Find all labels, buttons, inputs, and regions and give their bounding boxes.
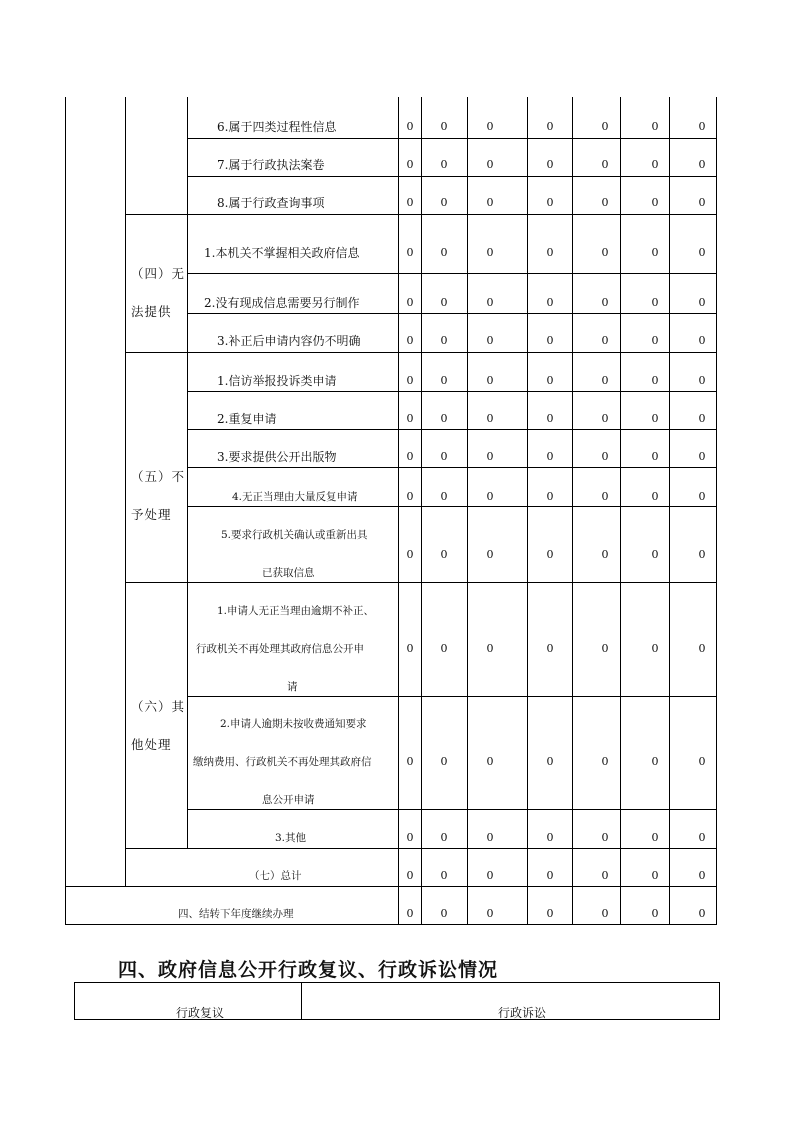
value-cell: 0: [406, 412, 414, 425]
value-cell: 0: [651, 374, 659, 387]
value-cell: 0: [440, 412, 448, 425]
value-cell: 0: [651, 548, 659, 561]
value-cell: 0: [406, 831, 414, 844]
value-cell: 0: [651, 869, 659, 882]
row-label-carryover: 四、结转下年度继续办理: [178, 908, 294, 920]
value-cell: 0: [601, 490, 609, 503]
value-cell: 0: [406, 296, 414, 309]
value-cell: 0: [440, 642, 448, 655]
row-label: 5.要求行政机关确认或重新出具: [221, 529, 368, 541]
value-cell: 0: [546, 374, 554, 387]
value-cell: 0: [698, 907, 706, 920]
value-cell: 0: [440, 196, 448, 209]
value-cell: 0: [546, 158, 554, 171]
value-cell: 0: [440, 490, 448, 503]
row-label: 2.没有现成信息需要另行制作: [204, 296, 360, 310]
category-label-other-process: [131, 700, 185, 752]
value-cell: 0: [698, 450, 706, 463]
category-line: 予处理: [131, 507, 172, 522]
value-cell: 0: [651, 246, 659, 259]
category-label-not-process: [131, 470, 185, 522]
value-cell: 0: [698, 642, 706, 655]
value-cell: 0: [651, 334, 659, 347]
value-cell: 0: [406, 869, 414, 882]
value-cell: 0: [406, 548, 414, 561]
value-cell: 0: [651, 831, 659, 844]
value-cell: 0: [486, 831, 494, 844]
value-cell: 0: [651, 196, 659, 209]
value-cell: 0: [486, 642, 494, 655]
category-line: （五）不: [131, 469, 186, 484]
value-cell: 0: [601, 334, 609, 347]
value-cell: 0: [651, 907, 659, 920]
row-label: 6.属于四类过程性信息: [217, 120, 337, 134]
value-cell: 0: [546, 907, 554, 920]
value-cell: 0: [601, 548, 609, 561]
value-cell: 0: [440, 869, 448, 882]
value-cell: 0: [651, 642, 659, 655]
value-cell: 0: [406, 246, 414, 259]
value-cell: 0: [486, 246, 494, 259]
value-cell: 0: [651, 120, 659, 133]
row-label-total: （七）总计: [249, 870, 302, 882]
value-cell: 0: [698, 158, 706, 171]
value-cell: 0: [651, 412, 659, 425]
category-line: （四）无: [131, 266, 186, 281]
value-cell: 0: [651, 158, 659, 171]
value-cell: 0: [698, 755, 706, 768]
row-label: 息公开申请: [262, 794, 315, 806]
value-cell: 0: [651, 490, 659, 503]
value-cell: 0: [440, 831, 448, 844]
admin-litigation-header: 行政诉讼: [498, 1006, 547, 1020]
value-cell: 0: [486, 755, 494, 768]
value-cell: 0: [698, 490, 706, 503]
row-label: 1.信访举报投诉类申请: [217, 374, 337, 388]
value-cell: 0: [440, 246, 448, 259]
row-label: 7.属于行政执法案卷: [217, 158, 325, 172]
row-label: 请: [287, 681, 298, 693]
admin-review-header: 行政复议: [176, 1006, 225, 1020]
category-label-no-provide: [131, 267, 185, 319]
value-cell: 0: [601, 158, 609, 171]
value-cell: 0: [440, 334, 448, 347]
value-cell: 0: [698, 374, 706, 387]
value-cell: 0: [546, 831, 554, 844]
value-cell: 0: [440, 548, 448, 561]
value-cell: 0: [406, 334, 414, 347]
value-cell: 0: [440, 450, 448, 463]
value-cell: 0: [601, 374, 609, 387]
value-cell: 0: [698, 869, 706, 882]
value-cell: 0: [546, 196, 554, 209]
row-label: 8.属于行政查询事项: [217, 196, 325, 210]
value-cell: 0: [406, 642, 414, 655]
value-cell: 0: [440, 296, 448, 309]
value-cell: 0: [601, 755, 609, 768]
value-cell: 0: [601, 196, 609, 209]
value-cell: 0: [406, 374, 414, 387]
value-cell: 0: [546, 869, 554, 882]
value-cell: 0: [601, 831, 609, 844]
value-cell: 0: [698, 412, 706, 425]
value-cell: 0: [601, 642, 609, 655]
value-cell: 0: [698, 196, 706, 209]
value-cell: 0: [440, 374, 448, 387]
value-cell: 0: [440, 907, 448, 920]
value-cell: 0: [440, 158, 448, 171]
value-cell: 0: [546, 120, 554, 133]
category-line: （六）其: [131, 699, 186, 714]
value-cell: 0: [486, 374, 494, 387]
value-cell: 0: [698, 831, 706, 844]
row-label: 2.重复申请: [217, 412, 277, 426]
row-label: 4.无正当理由大量反复申请: [232, 491, 358, 503]
value-cell: 0: [406, 196, 414, 209]
value-cell: 0: [601, 246, 609, 259]
category-line: 他处理: [131, 737, 172, 752]
section-heading: 四、政府信息公开行政复议、行政诉讼情况: [118, 959, 499, 981]
row-label: 1.申请人无正当理由逾期不补正、: [217, 605, 375, 617]
value-cell: 0: [406, 450, 414, 463]
value-cell: 0: [486, 196, 494, 209]
value-cell: 0: [601, 296, 609, 309]
value-cell: 0: [486, 412, 494, 425]
value-cell: 0: [406, 120, 414, 133]
value-cell: 0: [486, 490, 494, 503]
value-cell: 0: [440, 755, 448, 768]
value-cell: 0: [546, 334, 554, 347]
row-label: 3.补正后申请内容仍不明确: [217, 334, 361, 348]
value-cell: 0: [486, 907, 494, 920]
value-cell: 0: [486, 548, 494, 561]
value-cell: 0: [406, 907, 414, 920]
value-cell: 0: [546, 642, 554, 655]
row-label: 行政机关不再处理其政府信息公开申: [196, 643, 364, 655]
row-label: 缴纳费用、行政机关不再处理其政府信: [193, 756, 372, 768]
value-cell: 0: [651, 296, 659, 309]
value-cell: 0: [601, 120, 609, 133]
value-cell: 0: [698, 548, 706, 561]
value-cell: 0: [486, 334, 494, 347]
value-cell: 0: [698, 334, 706, 347]
value-cell: 0: [486, 120, 494, 133]
value-cell: 0: [698, 120, 706, 133]
value-cell: 0: [486, 296, 494, 309]
value-cell: 0: [651, 755, 659, 768]
value-cell: 0: [406, 755, 414, 768]
value-cell: 0: [651, 450, 659, 463]
value-cell: 0: [546, 548, 554, 561]
value-cell: 0: [486, 158, 494, 171]
value-cell: 0: [406, 490, 414, 503]
row-label: 3.要求提供公开出版物: [217, 450, 337, 464]
value-cell: 0: [486, 450, 494, 463]
category-line: 法提供: [131, 304, 172, 319]
value-cell: 0: [601, 907, 609, 920]
value-cell: 0: [546, 412, 554, 425]
value-cell: 0: [601, 869, 609, 882]
value-cell: 0: [698, 246, 706, 259]
value-cell: 0: [440, 120, 448, 133]
value-cell: 0: [601, 450, 609, 463]
row-label: 3.其他: [275, 832, 307, 844]
row-label: 2.申请人逾期未按收费通知要求: [220, 718, 367, 730]
value-cell: 0: [486, 869, 494, 882]
value-cell: 0: [546, 450, 554, 463]
value-cell: 0: [546, 296, 554, 309]
value-cell: 0: [546, 755, 554, 768]
value-cell: 0: [406, 158, 414, 171]
value-cell: 0: [546, 246, 554, 259]
value-cell: 0: [698, 296, 706, 309]
value-cell: 0: [546, 490, 554, 503]
value-cell: 0: [601, 412, 609, 425]
row-label: 已获取信息: [262, 567, 315, 579]
row-label: 1.本机关不掌握相关政府信息: [204, 246, 360, 260]
